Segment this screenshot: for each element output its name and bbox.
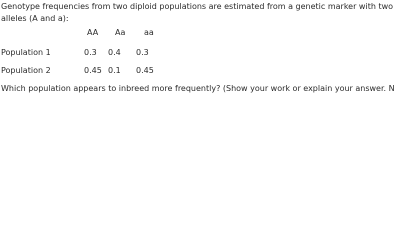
cell-pop1-aa: 0.3 bbox=[136, 48, 149, 57]
cell-pop2-aa: 0.45 bbox=[136, 66, 154, 75]
row-label-population-2: Population 2 bbox=[1, 66, 51, 75]
question-text: Which population appears to inbreed more frequently? (Show your work or explain your answer. N bbox=[1, 84, 395, 93]
intro-line-1: Genotype frequencies from two diploid populations are estimated from a genetic marker with two bbox=[1, 2, 394, 11]
intro-line-2: alleles (A and a): bbox=[1, 14, 69, 23]
cell-pop1-AA: 0.3 bbox=[84, 48, 97, 57]
header-aa: aa bbox=[144, 28, 154, 37]
cell-pop2-Aa: 0.1 bbox=[108, 66, 121, 75]
header-AA: AA bbox=[87, 28, 99, 37]
header-Aa: Aa bbox=[115, 28, 126, 37]
row-label-population-1: Population 1 bbox=[1, 48, 51, 57]
cell-pop2-AA: 0.45 bbox=[84, 66, 102, 75]
cell-pop1-Aa: 0.4 bbox=[108, 48, 121, 57]
